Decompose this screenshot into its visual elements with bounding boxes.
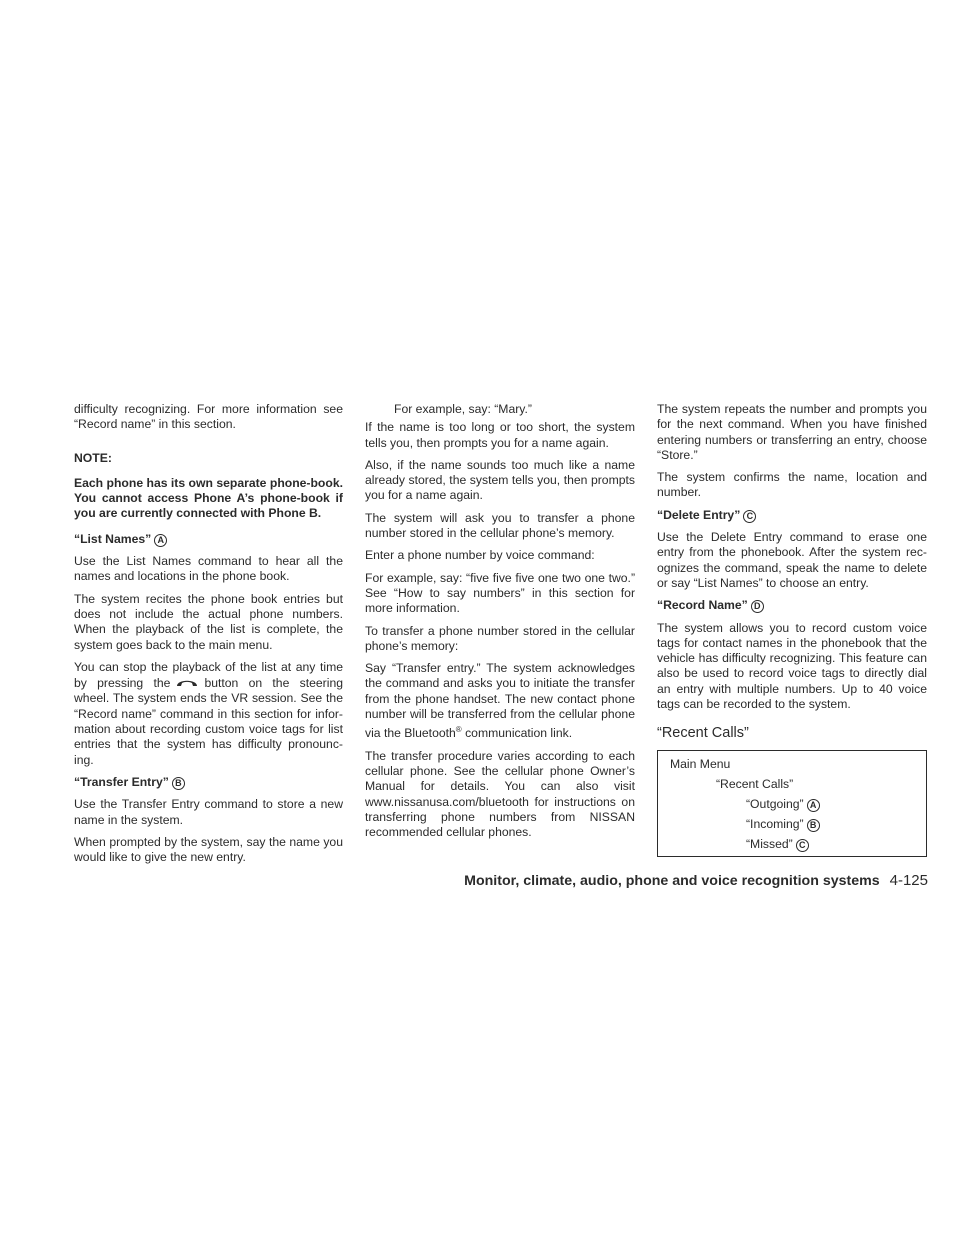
- paragraph: The system repeats the number and prompts you for the next command. When you have finished entering numbers or transferring an entry, choose “Store.”: [657, 402, 927, 462]
- section-title: Monitor, climate, audio, phone and voice recognition systems: [464, 873, 880, 889]
- text-segment: You can stop the playback of the list at any time by pressing the: [74, 659, 343, 691]
- menu-missed-label: “Missed”: [746, 836, 793, 851]
- marker-c: C: [796, 839, 809, 852]
- marker-d: D: [751, 600, 764, 613]
- menu-outgoing: [670, 797, 914, 812]
- marker-a: A: [154, 534, 167, 547]
- paragraph: Also, if the name sounds too much like a name already stored, the system tells you, then prompts you for a name again.: [365, 457, 635, 503]
- transfer-entry-heading-text: “Transfer Entry”: [74, 774, 169, 789]
- paragraph: For example, say: “five five five one two one two.” See “How to say numbers” in this section for more information.: [365, 570, 635, 616]
- menu-tree-box: [657, 750, 927, 857]
- marker-b: B: [807, 819, 820, 832]
- paragraph: The system will ask you to transfer a phone number stored in the cellular phone’s memory.: [365, 510, 635, 541]
- paragraph: The system allows you to record custom voice tags for contact names in the phonebook that the vehicle has difficulty recognizing. This feature can also be used to record voice tags to directly dial an entry with multiple numbers. Up to 40 voice tags can be recorded to the system.: [657, 620, 927, 712]
- page-footer: [458, 872, 928, 889]
- example-line: For example, say: “Mary.”: [394, 402, 532, 416]
- menu-incoming: [670, 817, 914, 832]
- paragraph: The system confirms the name, location and number.: [657, 470, 927, 500]
- recent-calls-title: “Recent Calls”: [657, 725, 749, 742]
- marker-a: A: [807, 799, 820, 812]
- column-1: [74, 402, 343, 872]
- text-segment: Say “Transfer entry.” The system acknowledges the command and asks you to initiate the transfer from the phone handset. The new contact phone number will be transferred from the cellular phone via the Bluetooth: [365, 661, 635, 741]
- paragraph: Use the List Names command to hear all the names and locations in the phone book.: [74, 554, 343, 584]
- delete-entry-heading: [657, 508, 927, 523]
- paragraph: The transfer procedure varies according to each cellular phone. See the cellular phone Owner’s Manual for details. You can also visit www.nissanusa.com/bluetooth for instructions on transferring phone numbers from NISSAN recommended cellular phones.: [365, 748, 635, 840]
- paragraph: Use the Delete Entry command to erase one entry from the phonebook. After the system rec-ognizes the command, speak the name to delete or say “List Names” to choose an entry.: [657, 530, 927, 590]
- transfer-entry-heading: [74, 775, 343, 790]
- hang-up-phone-icon: [174, 675, 200, 689]
- column-2: [365, 402, 635, 847]
- registered-mark: ®: [455, 725, 462, 735]
- column-3: [657, 402, 927, 857]
- text-segment: communication link.: [461, 726, 573, 741]
- paragraph: When prompted by the system, say the name you would like to give the new entry.: [74, 834, 343, 865]
- list-names-heading: [74, 532, 343, 547]
- note-body: Each phone has its own separate phone-book. You cannot access Phone A’s phone-book if you are currently connected with Phone B.: [74, 475, 343, 521]
- menu-root: Main Menu: [670, 756, 731, 771]
- paragraph: The system recites the phone book entries but does not include the actual phone numbers. When the playback of the list is complete, the system goes back to the main menu.: [74, 591, 343, 652]
- menu-outgoing-label: “Outgoing”: [746, 796, 804, 811]
- delete-entry-heading-text: “Delete Entry”: [657, 507, 741, 522]
- marker-b: B: [172, 777, 185, 790]
- paragraph: Enter a phone number by voice command:: [365, 548, 595, 563]
- note-title: NOTE:: [74, 450, 112, 465]
- paragraph: Use the Transfer Entry command to store a new name in the system.: [74, 797, 343, 827]
- paragraph: difficulty recognizing. For more information see “Record name” in this section.: [74, 402, 343, 432]
- menu-incoming-label: “Incoming”: [746, 816, 804, 831]
- page-number: 4-125: [889, 872, 928, 889]
- marker-c: C: [743, 510, 756, 523]
- paragraph: If the name is too long or too short, the system tells you, then prompts you for a name again.: [365, 420, 635, 450]
- record-name-heading: [657, 598, 927, 613]
- record-name-heading-text: “Record Name”: [657, 598, 748, 613]
- paragraph-with-icon: [74, 660, 343, 768]
- list-names-heading-text: “List Names”: [74, 531, 152, 546]
- paragraph: [365, 661, 635, 742]
- text-segment: button on the steering wheel. The system ends the VR session. See the “Record name” command in this section for infor-mation about recording custom voice tags for list entries that the system has difficulty pronounc-ing.: [74, 676, 343, 767]
- paragraph: To transfer a phone number stored in the cellular phone’s memory:: [365, 623, 635, 653]
- menu-missed: [670, 837, 914, 852]
- menu-recent-calls: “Recent Calls”: [716, 776, 794, 791]
